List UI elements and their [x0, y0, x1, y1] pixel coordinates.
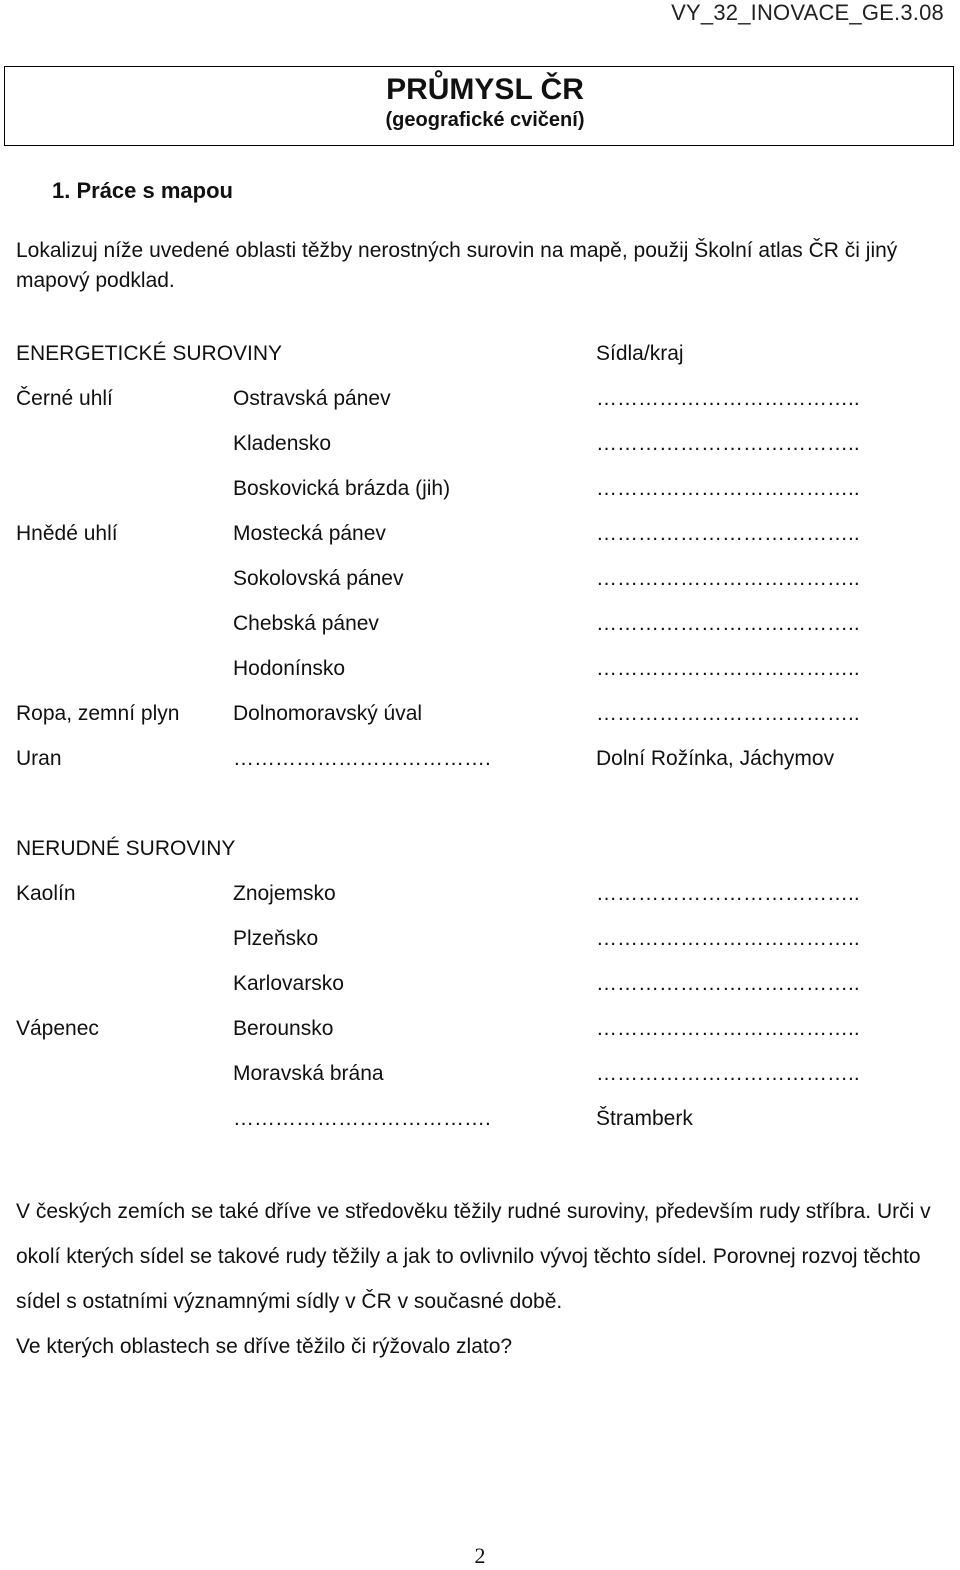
page-subtitle: (geografické cvičení) — [385, 109, 585, 131]
resource-name: Kaolín — [16, 882, 76, 905]
answer-blank: ………………………………. — [233, 747, 491, 770]
answer-blank: ……………………………….. — [596, 657, 860, 680]
area-name: Moravská brána — [233, 1062, 384, 1085]
resource-name: Černé uhlí — [16, 387, 113, 410]
area-name: Plzeňsko — [233, 927, 319, 950]
area-name: Hodonínsko — [233, 657, 346, 680]
nonmetal-row — [0, 1062, 960, 1092]
answer-blank: ……………………………….. — [596, 432, 860, 455]
resource-name: Ropa, zemní plyn — [16, 702, 180, 725]
area-name: Berounsko — [233, 1017, 334, 1040]
resource-name: Vápenec — [16, 1017, 99, 1040]
silver-ore-paragraph: V českých zemích se také dříve ve středověku těžily rudné suroviny, především rudy stříbra. Urči v okolí kterých sídel se takové rudy těžily a jak to ovlivnilo vývoj těchto sídel. Porovnej rozvoj těchto sídel s ostatními významnými sídly v ČR v současné době. — [16, 1200, 931, 1313]
area-name: Ostravská pánev — [233, 387, 391, 410]
energy-row — [0, 612, 960, 642]
answer-blank: ……………………………….. — [596, 1017, 860, 1040]
settlement-name: Dolní Rožínka, Jáchymov — [596, 747, 835, 770]
area-name: Znojemsko — [233, 882, 336, 905]
nonmetal-row — [0, 927, 960, 957]
area-name: Chebská pánev — [233, 612, 379, 635]
energy-row — [0, 747, 960, 777]
energy-row — [0, 522, 960, 552]
nonmetal-header-row — [0, 837, 960, 867]
gold-question: Ve kterých oblastech se dříve těžilo či rýžovalo zlato? — [16, 1335, 513, 1358]
answer-blank: ……………………………….. — [596, 702, 860, 725]
nonmetal-row — [0, 882, 960, 912]
answer-blank: ……………………………….. — [596, 567, 860, 590]
energy-row — [0, 657, 960, 687]
area-name: Boskovická brázda (jih) — [233, 477, 451, 500]
area-name: Sokolovská pánev — [233, 567, 404, 590]
intro-text: Lokalizuj níže uvedené oblasti těžby nerostných surovin na mapě, použij Školní atlas ČR či jiný mapový podklad. — [16, 239, 898, 292]
nonmetal-heading: NERUDNÉ SUROVINY — [16, 837, 236, 860]
answer-blank: ……………………………….. — [596, 387, 860, 410]
answer-blank: ……………………………….. — [596, 522, 860, 545]
title-box — [4, 66, 954, 146]
energy-row — [0, 702, 960, 732]
page-title: PRŮMYSL ČR — [386, 73, 584, 106]
energy-row — [0, 432, 960, 462]
answer-blank: ……………………………….. — [596, 927, 860, 950]
energy-heading: ENERGETICKÉ SUROVINY — [16, 342, 283, 365]
answer-blank: ……………………………….. — [596, 477, 860, 500]
area-name: Mostecká pánev — [233, 522, 386, 545]
answer-blank: ……………………………….. — [596, 882, 860, 905]
page-number: 2 — [474, 1543, 486, 1568]
energy-row — [0, 567, 960, 597]
answer-blank: ………………………………. — [233, 1107, 491, 1130]
resource-name: Hnědé uhlí — [16, 522, 118, 545]
resource-name: Uran — [16, 747, 62, 770]
area-name: Dolnomoravský úval — [233, 702, 423, 725]
energy-row — [0, 387, 960, 417]
answer-blank: ……………………………….. — [596, 1062, 860, 1085]
nonmetal-row — [0, 1017, 960, 1047]
answer-blank: ……………………………….. — [596, 612, 860, 635]
energy-row — [0, 477, 960, 507]
answer-blank: ……………………………….. — [596, 972, 860, 995]
nonmetal-row — [0, 1107, 960, 1137]
document-code: VY_32_INOVACE_GE.3.08 — [671, 0, 944, 25]
nonmetal-row — [0, 972, 960, 1002]
settlement-name: Štramberk — [596, 1107, 693, 1130]
area-name: Kladensko — [233, 432, 332, 455]
area-name: Karlovarsko — [233, 972, 344, 995]
settlement-column-heading: Sídla/kraj — [596, 342, 684, 365]
energy-header-row — [0, 342, 960, 372]
section-heading: 1. Práce s mapou — [52, 178, 233, 203]
